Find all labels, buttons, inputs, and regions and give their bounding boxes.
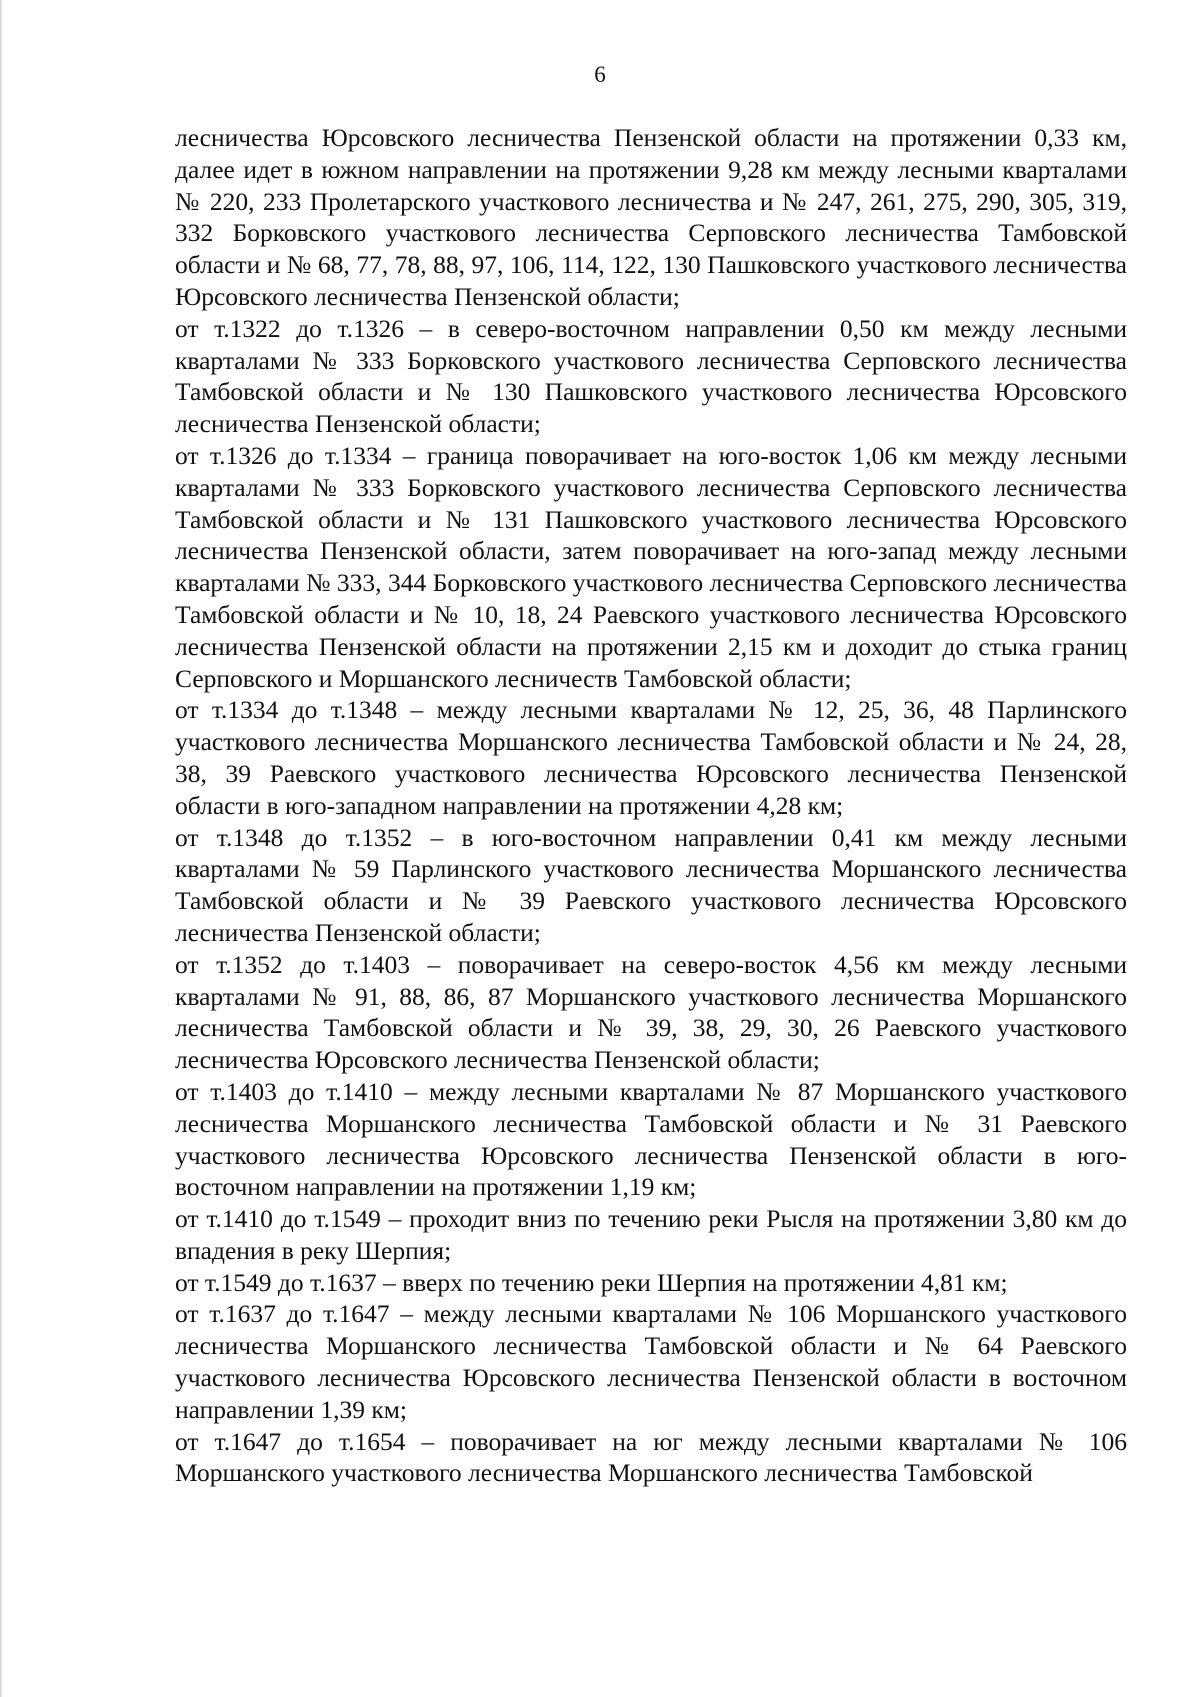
paragraph-segment-1348-1352: от т.1348 до т.1352 – в юго-восточном направлении 0,41 км между лесными кварталами № 59 Парлинского участкового лесничества Моршанского лесничества Тамбовской области и № 39 Раевского участкового лесничества Юрсовского лесничества Пензенской области; [175, 822, 1127, 947]
paragraph-segment-1322-1326: от т.1322 до т.1326 – в северо-восточном направлении 0,50 км между лесными кварталами № 333 Борковского участкового лесничества Серповского лесничества Тамбовской области и № 130 Пашковского участкового лесничества Юрсовского лесничества Пензенской области; [175, 313, 1127, 439]
paragraph-segment-1326-1334: от т.1326 до т.1334 – граница поворачивает на юго-восток 1,06 км между лесными кварталами № 333 Борковского участкового лесничества Серповского лесничества Тамбовской области и № 131 Пашковского участкового лесничества Юрсовского лесничества Пензенской области, затем поворачивает на юго-запад между лесными кварталами № 333, 344 Борковского участкового лесничества Серповского лесничества Тамбовской области и № 10, 18, 24 Раевского участкового лесничества Юрсовского лесничества Пензенской области на протяжении 2,15 км и доходит до стыка границ Серповского и Моршанского лесничеств Тамбовской области; [175, 440, 1127, 693]
paragraph-continuation: лесничества Юрсовского лесничества Пензенской области на протяжении 0,33 км, далее идет в южном направлении на протяжении 9,28 км между лесными кварталами № 220, 233 Пролетарского участкового лесничества и № 247, 261, 275, 290, 305, 319, 332 Борковского участкового лесничества Серповского лесничества Тамбовской области и № 68, 77, 78, 88, 97, 106, 114, 122, 130 Пашковского участкового лесничества Юрсовского лесничества Пензенской области; [175, 123, 1127, 311]
paragraph-segment-1352-1403: от т.1352 до т.1403 – поворачивает на северо-восток 4,56 км между лесными кварталами № 91, 88, 86, 87 Моршанского участкового лесничества Моршанского лесничества Тамбовской области и № 39, 38, 29, 30, 26 Раевского участкового лесничества Юрсовского лесничества Пензенской области; [175, 949, 1127, 1075]
paragraph-segment-1403-1410: от т.1403 до т.1410 – между лесными кварталами № 87 Моршанского участкового лесничества Моршанского лесничества Тамбовской области и № 31 Раевского участкового лесничества Юрсовского лесничества Пензенской области в юго-восточном направлении на протяжении 1,19 км; [175, 1076, 1127, 1202]
paragraph-segment-1647-1654: от т.1647 до т.1654 – поворачивает на юг между лесными кварталами № 106 Моршанского участкового лесничества Моршанского лесничества Тамбовской [175, 1426, 1127, 1488]
paragraph-segment-1637-1647: от т.1637 до т.1647 – между лесными кварталами № 106 Моршанского участкового лесничества Моршанского лесничества Тамбовской области и № 64 Раевского участкового лесничества Юрсовского лесничества Пензенской области в восточном направлении 1,39 км; [175, 1299, 1127, 1424]
page-number: 6 [594, 62, 606, 87]
scan-edge [0, 0, 3, 1697]
paragraph-segment-1549-1637: от т.1549 до т.1637 – вверх по течению реки Шерпия на протяжении 4,81 км; [175, 1267, 1008, 1297]
paragraph-segment-1334-1348: от т.1334 до т.1348 – между лесными кварталами № 12, 25, 36, 48 Парлинского участкового лесничества Моршанского лесничества Тамбовской области и № 24, 28, 38, 39 Раевского участкового лесничества Юрсовского лесничества Пензенской области в юго-западном направлении на протяжении 4,28 км; [175, 695, 1127, 820]
paragraph-segment-1410-1549: от т.1410 до т.1549 – проходит вниз по течению реки Рысля на протяжении 3,80 км до впадения в реку Шерпия; [175, 1204, 1127, 1265]
document-body [175, 122, 1127, 1489]
